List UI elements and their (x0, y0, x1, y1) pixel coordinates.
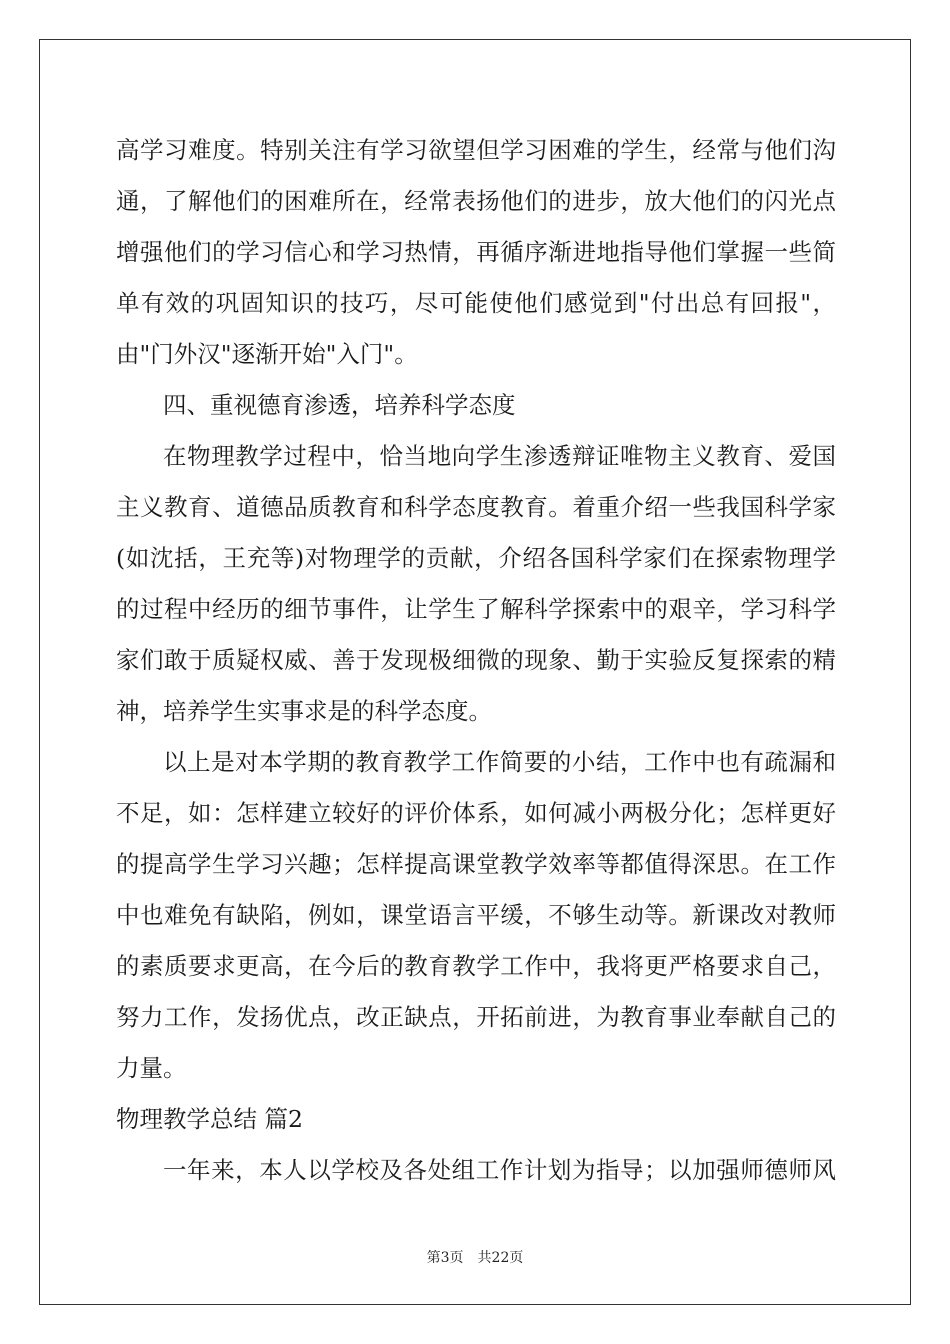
text-line: 主义教育、道德品质教育和科学态度教育。着重介绍一些我国科学家 (116, 493, 836, 521)
text-line: 高学习难度。特别关注有学习欲望但学习困难的学生，经常与他们沟 (116, 136, 836, 164)
text-line: 神，培养学生实事求是的科学态度。 (116, 697, 492, 725)
text-line: 由"门外汉"逐渐开始"入门"。 (116, 340, 418, 368)
section-heading: 四、重视德育渗透，培养科学态度 (163, 391, 516, 419)
text-line: 通，了解他们的困难所在，经常表扬他们的进步，放大他们的闪光点 (116, 187, 836, 215)
text-line: 中也难免有缺陷，例如，课堂语言平缓，不够生动等。新课改对教师 (116, 901, 836, 929)
text-line: 增强他们的学习信心和学习热情，再循序渐进地指导他们掌握一些简 (116, 238, 836, 266)
page-total: 共22页 (477, 1250, 524, 1266)
text-line: 家们敢于质疑权威、善于发现极细微的现象、勤于实验反复探索的精 (116, 646, 836, 674)
text-line: 的提高学生学习兴趣；怎样提高课堂教学效率等都值得深思。在工作 (116, 850, 836, 878)
text-line: 努力工作，发扬优点，改正缺点，开拓前进，为教育事业奉献自己的 (116, 1003, 836, 1031)
text-line: 力量。 (116, 1054, 187, 1082)
text-line: (如沈括，王充等)对物理学的贡献，介绍各国科学家们在探索物理学 (116, 544, 836, 572)
text-line: 的素质要求更高，在今后的教育教学工作中，我将更严格要求自己， (116, 952, 836, 980)
article-heading: 物理教学总结 篇2 (116, 1105, 303, 1133)
text-line: 不足，如：怎样建立较好的评价体系，如何减小两极分化；怎样更好 (116, 799, 836, 827)
page-footer (0, 1247, 950, 1267)
page-number: 第3页 (426, 1250, 464, 1266)
text-line: 的过程中经历的细节事件，让学生了解科学探索中的艰辛，学习科学 (116, 595, 836, 623)
document-body (116, 125, 836, 1196)
text-line: 单有效的巩固知识的技巧，尽可能使他们感觉到"付出总有回报"， (116, 289, 836, 317)
text-line: 在物理教学过程中，恰当地向学生渗透辩证唯物主义教育、爱国 (163, 442, 836, 470)
text-line: 一年来，本人以学校及各处组工作计划为指导；以加强师德师风 (163, 1156, 836, 1184)
text-line: 以上是对本学期的教育教学工作简要的小结，工作中也有疏漏和 (163, 748, 836, 776)
